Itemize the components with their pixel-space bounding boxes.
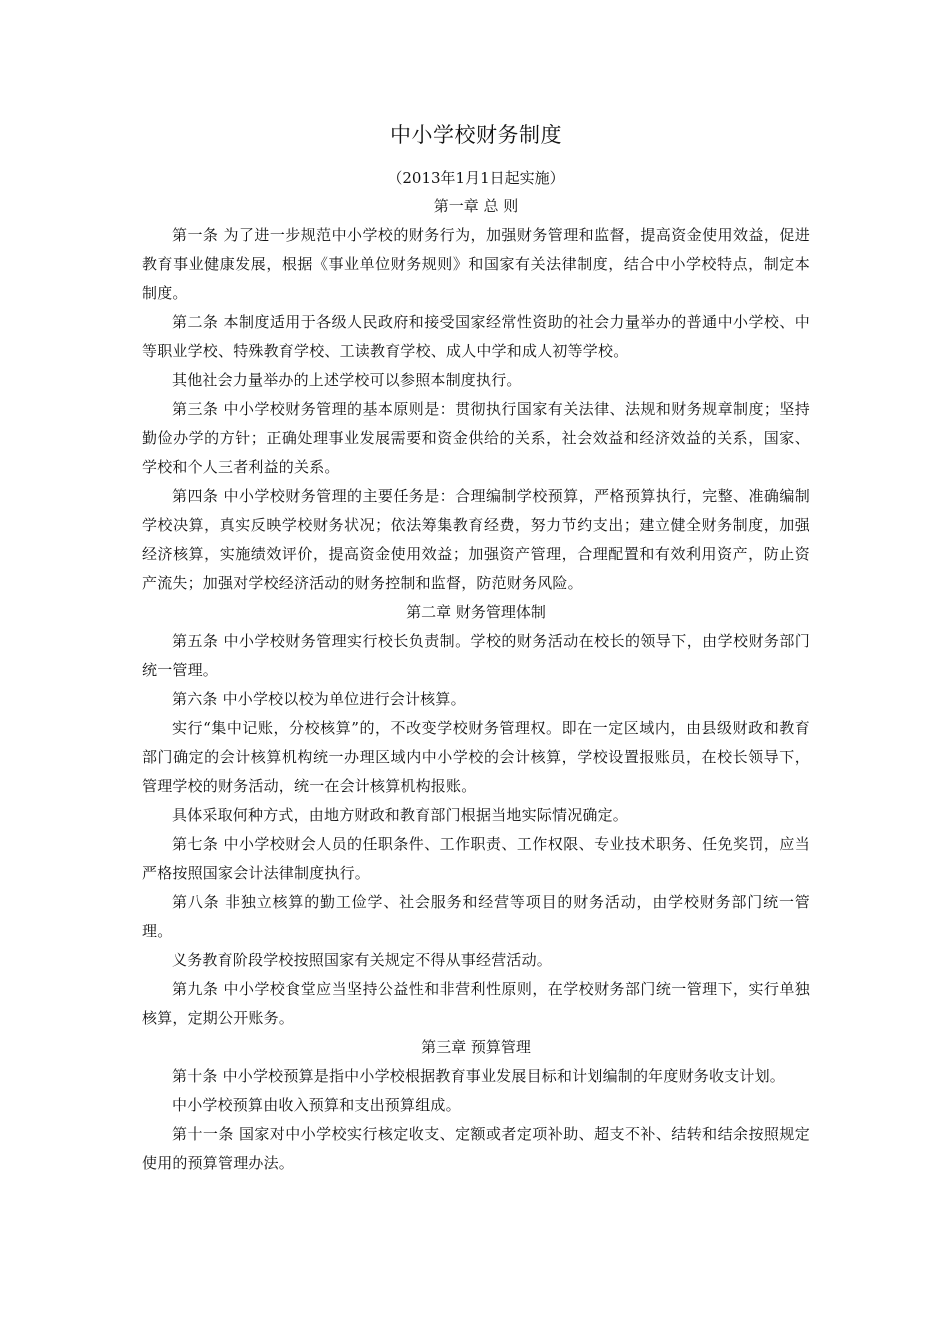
paragraph: 第十一条 国家对中小学校实行核定收支、定额或者定项补助、超支不补、结转和结余按照规定使用的预算管理办法。: [142, 1125, 810, 1172]
paragraph: 具体采取何种方式，由地方财政和教育部门根据当地实际情况确定。: [172, 806, 629, 824]
paragraph: 第三条 中小学校财务管理的基本原则是：贯彻执行国家有关法律、法规和财务规章制度；坚持勤俭办学的方针；正确处理事业发展需要和资金供给的关系，社会效益和经济效益的关系，国家、学校和个人三者利益的关系。: [142, 400, 810, 476]
document-subtitle: （2013年1月1日起实施）: [387, 169, 565, 187]
paragraph: 第八条 非独立核算的勤工俭学、社会服务和经营等项目的财务活动，由学校财务部门统一管理。: [142, 893, 810, 940]
paragraph: 第十条 中小学校预算是指中小学校根据教育事业发展目标和计划编制的年度财务收支计划。: [172, 1067, 785, 1085]
chapter-heading: 第一章 总 则: [433, 197, 519, 215]
document-title: 中小学校财务制度: [390, 123, 562, 147]
paragraph: 中小学校预算由收入预算和支出预算组成。: [172, 1096, 461, 1114]
paragraph: 第七条 中小学校财会人员的任职条件、工作职责、工作权限、专业技术职务、任免奖罚，应当严格按照国家会计法律制度执行。: [142, 835, 810, 882]
document-page: [142, 118, 810, 1178]
paragraph: 第五条 中小学校财务管理实行校长负责制。学校的财务活动在校长的领导下，由学校财务部门统一管理。: [142, 632, 810, 679]
document-body: [142, 192, 810, 1178]
paragraph: 其他社会力量举办的上述学校可以参照本制度执行。: [172, 371, 522, 389]
paragraph: 义务教育阶段学校按照国家有关规定不得从事经营活动。: [172, 951, 553, 969]
paragraph: 实行“集中记账，分校核算”的，不改变学校财务管理权。即在一定区域内，由县级财政和教育部门确定的会计核算机构统一办理区域内中小学校的会计核算，学校设置报账员，在校长领导下，管理学校的财务活动，统一在会计核算机构报账。: [142, 719, 810, 795]
chapter-heading: 第三章 预算管理: [421, 1038, 531, 1056]
chapter-heading: 第二章 财务管理体制: [406, 603, 546, 621]
paragraph: 第四条 中小学校财务管理的主要任务是：合理编制学校预算，严格预算执行，完整、准确编制学校决算，真实反映学校财务状况；依法筹集教育经费，努力节约支出；建立健全财务制度，加强经济核算，实施绩效评价，提高资金使用效益；加强资产管理，合理配置和有效利用资产，防止资产流失；加强对学校经济活动的财务控制和监督，防范财务风险。: [142, 487, 810, 592]
paragraph: 第一条 为了进一步规范中小学校的财务行为，加强财务管理和监督，提高资金使用效益，促进教育事业健康发展，根据《事业单位财务规则》和国家有关法律制度，结合中小学校特点，制定本制度。: [142, 226, 810, 302]
paragraph: 第九条 中小学校食堂应当坚持公益性和非营利性原则，在学校财务部门统一管理下，实行单独核算，定期公开账务。: [142, 980, 810, 1027]
paragraph: 第二条 本制度适用于各级人民政府和接受国家经常性资助的社会力量举办的普通中小学校、中等职业学校、特殊教育学校、工读教育学校、成人中学和成人初等学校。: [142, 313, 810, 360]
paragraph: 第六条 中小学校以校为单位进行会计核算。: [172, 690, 466, 708]
